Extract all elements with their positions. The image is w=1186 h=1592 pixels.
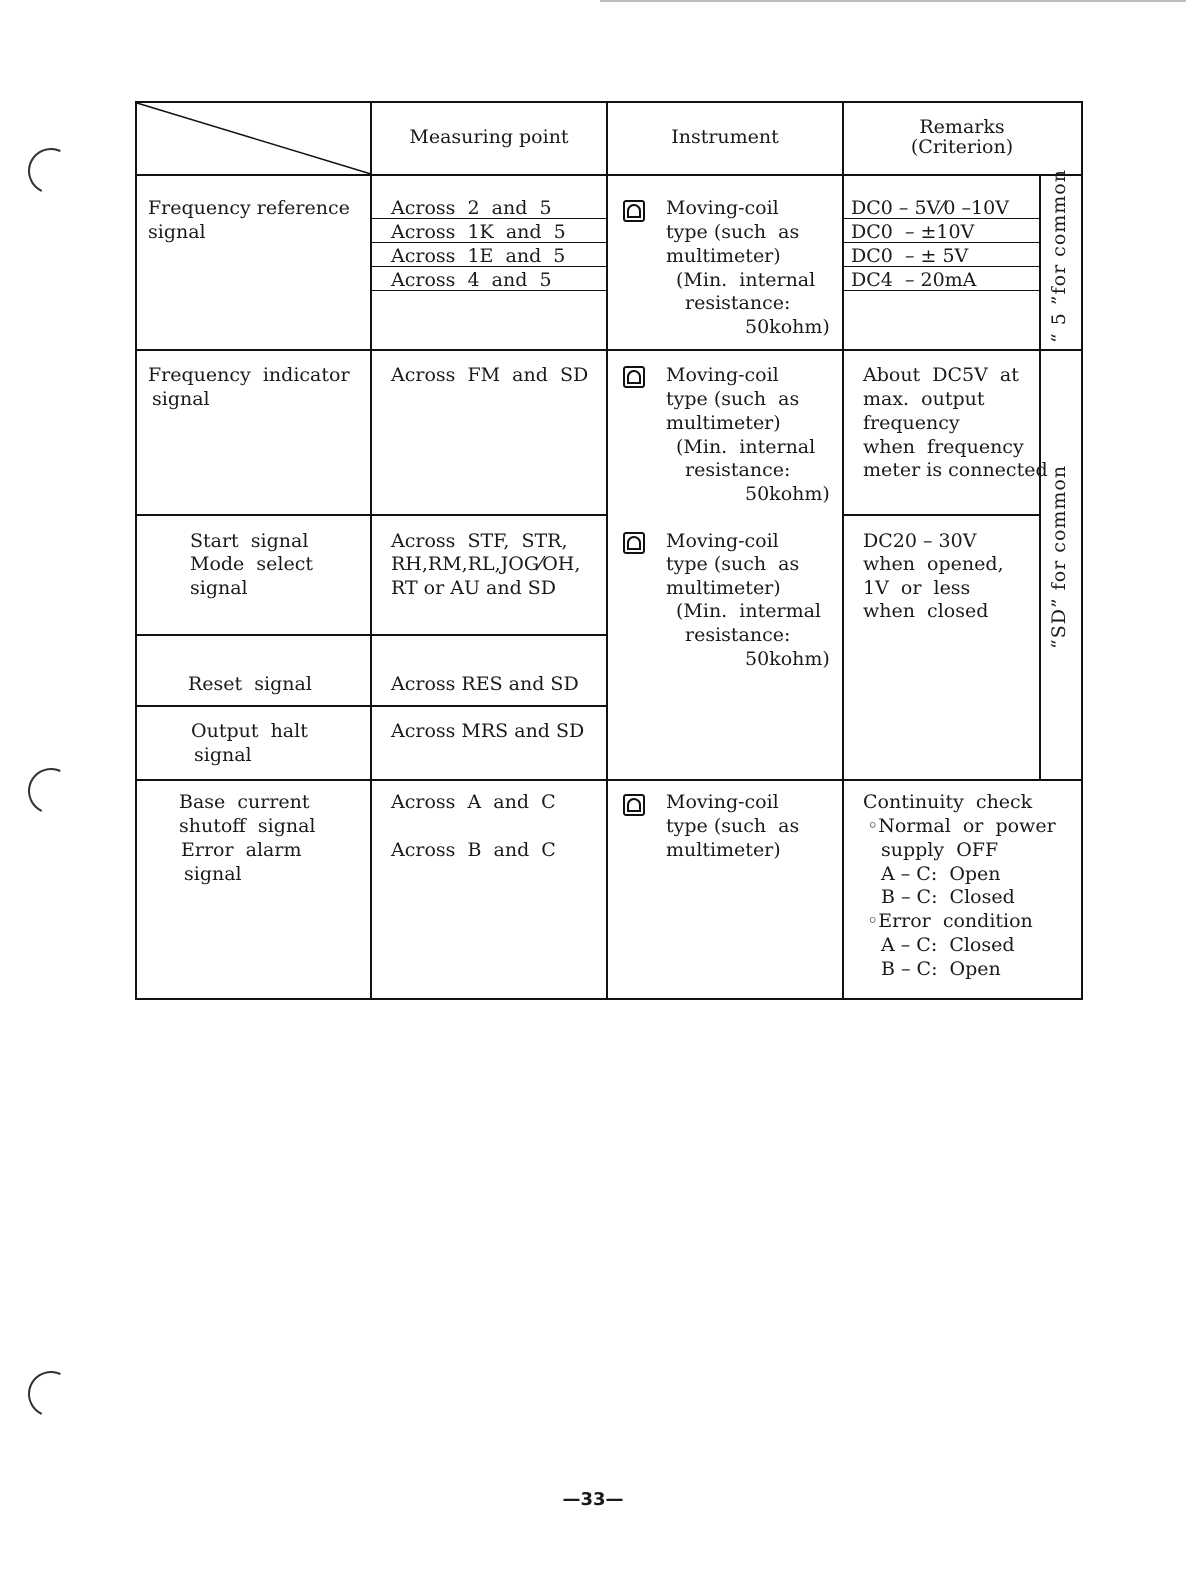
freq-ref-point: Across 1K and 5 xyxy=(391,221,566,243)
start-instrument: type (such as xyxy=(666,553,800,575)
freq-ind-instrument: resistance: xyxy=(685,459,791,481)
measurement-table xyxy=(135,101,1083,1000)
freq-ref-name: Frequency reference xyxy=(148,197,350,219)
freq-ind-remark: max. output xyxy=(863,388,985,410)
meter-icon xyxy=(622,365,646,389)
binder-hole-top xyxy=(22,142,81,201)
row-rule-1 xyxy=(135,349,1081,351)
freq-ref-instrument: 50kohm) xyxy=(745,316,830,338)
start-point: RH,RM,RL,JOG⁄OH, xyxy=(391,553,581,575)
start-remark: DC20 – 30V xyxy=(863,530,977,552)
freq-ref-instrument: resistance: xyxy=(685,292,791,314)
freq-ref-instrument: Moving-coil xyxy=(666,197,779,219)
freq-ref-point: Across 1E and 5 xyxy=(391,245,566,267)
halt-name: Output halt xyxy=(191,720,308,742)
freq-ref-point: Across 2 and 5 xyxy=(391,197,552,219)
base-remark: ◦Error condition xyxy=(867,910,1033,932)
base-instrument: multimeter) xyxy=(666,839,781,861)
freq-ind-name: signal xyxy=(152,388,210,410)
page-number: —33— xyxy=(562,1489,624,1510)
freq-ind-remark: frequency xyxy=(863,412,960,434)
freq-ind-point: Across FM and SD xyxy=(391,364,589,386)
base-name: shutoff signal xyxy=(179,815,316,837)
base-name: signal xyxy=(184,863,242,885)
header-remarks: Remarks xyxy=(919,116,1005,138)
freq-ind-remark: when frequency xyxy=(863,436,1024,458)
base-instrument: Moving-coil xyxy=(666,791,779,813)
row-rule-2a xyxy=(135,514,606,516)
freq-ind-instrument: (Min. internal xyxy=(676,436,816,458)
base-remark: Continuity check xyxy=(863,791,1033,813)
page-top-edge xyxy=(600,0,1186,2)
freq-ref-point: Across 4 and 5 xyxy=(391,269,552,291)
col-divider-2 xyxy=(606,101,608,998)
start-instrument: (Min. intermal xyxy=(676,600,821,622)
start-name: Mode select xyxy=(190,553,313,575)
freq-ref-remark: DC0 – ±10V xyxy=(851,221,975,243)
freq-ref-instrument: type (such as xyxy=(666,221,800,243)
row-rule-5 xyxy=(135,779,1081,781)
col-divider-1 xyxy=(370,101,372,998)
freq-ind-instrument: multimeter) xyxy=(666,412,781,434)
freq-ref-instrument: (Min. internal xyxy=(676,269,816,291)
halt-point: Across MRS and SD xyxy=(391,720,585,742)
start-remark: when closed xyxy=(863,600,989,622)
base-name: Error alarm xyxy=(181,839,302,861)
freq-ind-remark: meter is connected xyxy=(863,459,1048,481)
reset-point: Across RES and SD xyxy=(391,673,579,695)
freq-ind-instrument: type (such as xyxy=(666,388,800,410)
freq-ref-remark: DC4 – 20mA xyxy=(851,269,977,291)
freq-ind-instrument: 50kohm) xyxy=(745,483,830,505)
start-point: RT or AU and SD xyxy=(391,577,557,599)
header-measuring-point: Measuring point xyxy=(409,126,569,148)
side-note-5-common: “ 5 ”for common xyxy=(1048,169,1070,343)
header-diagonal xyxy=(135,101,375,177)
freq-ref-remark: DC0 – 5V⁄0 –10V xyxy=(851,197,1009,219)
meter-icon xyxy=(622,199,646,223)
reset-name: Reset signal xyxy=(188,673,312,695)
start-instrument: 50kohm) xyxy=(745,648,830,670)
base-remark: B – C: Open xyxy=(881,958,1001,980)
start-instrument: Moving-coil xyxy=(666,530,779,552)
side-note-sd-common: “SD” for common xyxy=(1048,464,1070,649)
start-point: Across STF, STR, xyxy=(391,530,568,552)
row-rule-4 xyxy=(135,705,606,707)
header-criterion: (Criterion) xyxy=(910,136,1014,158)
freq-ref-name: signal xyxy=(148,221,206,243)
base-remark: supply OFF xyxy=(881,839,999,861)
base-instrument: type (such as xyxy=(666,815,800,837)
base-remark: ◦Normal or power xyxy=(867,815,1056,837)
freq-ind-instrument: Moving-coil xyxy=(666,364,779,386)
start-instrument: resistance: xyxy=(685,624,791,646)
meter-icon xyxy=(622,793,646,817)
header-rule xyxy=(135,174,1081,176)
base-remark: A – C: Closed xyxy=(881,934,1015,956)
start-instrument: multimeter) xyxy=(666,577,781,599)
start-remark: 1V or less xyxy=(863,577,971,599)
row-rule-3 xyxy=(135,634,606,636)
binder-hole-bottom xyxy=(22,1365,81,1424)
col-divider-3 xyxy=(842,101,844,998)
base-remark: B – C: Closed xyxy=(881,886,1015,908)
header-instrument: Instrument xyxy=(671,126,779,148)
base-remark: A – C: Open xyxy=(881,863,1001,885)
freq-ref-instrument: multimeter) xyxy=(666,245,781,267)
start-name: signal xyxy=(190,577,248,599)
freq-ind-remark: About DC5V at xyxy=(863,364,1019,386)
freq-ref-remark: DC0 – ± 5V xyxy=(851,245,969,267)
start-remark: when opened, xyxy=(863,553,1004,575)
row-rule-2b xyxy=(842,514,1040,516)
freq-ind-name: Frequency indicator xyxy=(148,364,350,386)
base-name: Base current xyxy=(179,791,310,813)
base-point: Across B and C xyxy=(391,839,556,861)
base-point: Across A and C xyxy=(391,791,556,813)
binder-hole-middle xyxy=(22,762,81,821)
halt-name: signal xyxy=(194,744,252,766)
start-name: Start signal xyxy=(190,530,309,552)
meter-icon xyxy=(622,531,646,555)
